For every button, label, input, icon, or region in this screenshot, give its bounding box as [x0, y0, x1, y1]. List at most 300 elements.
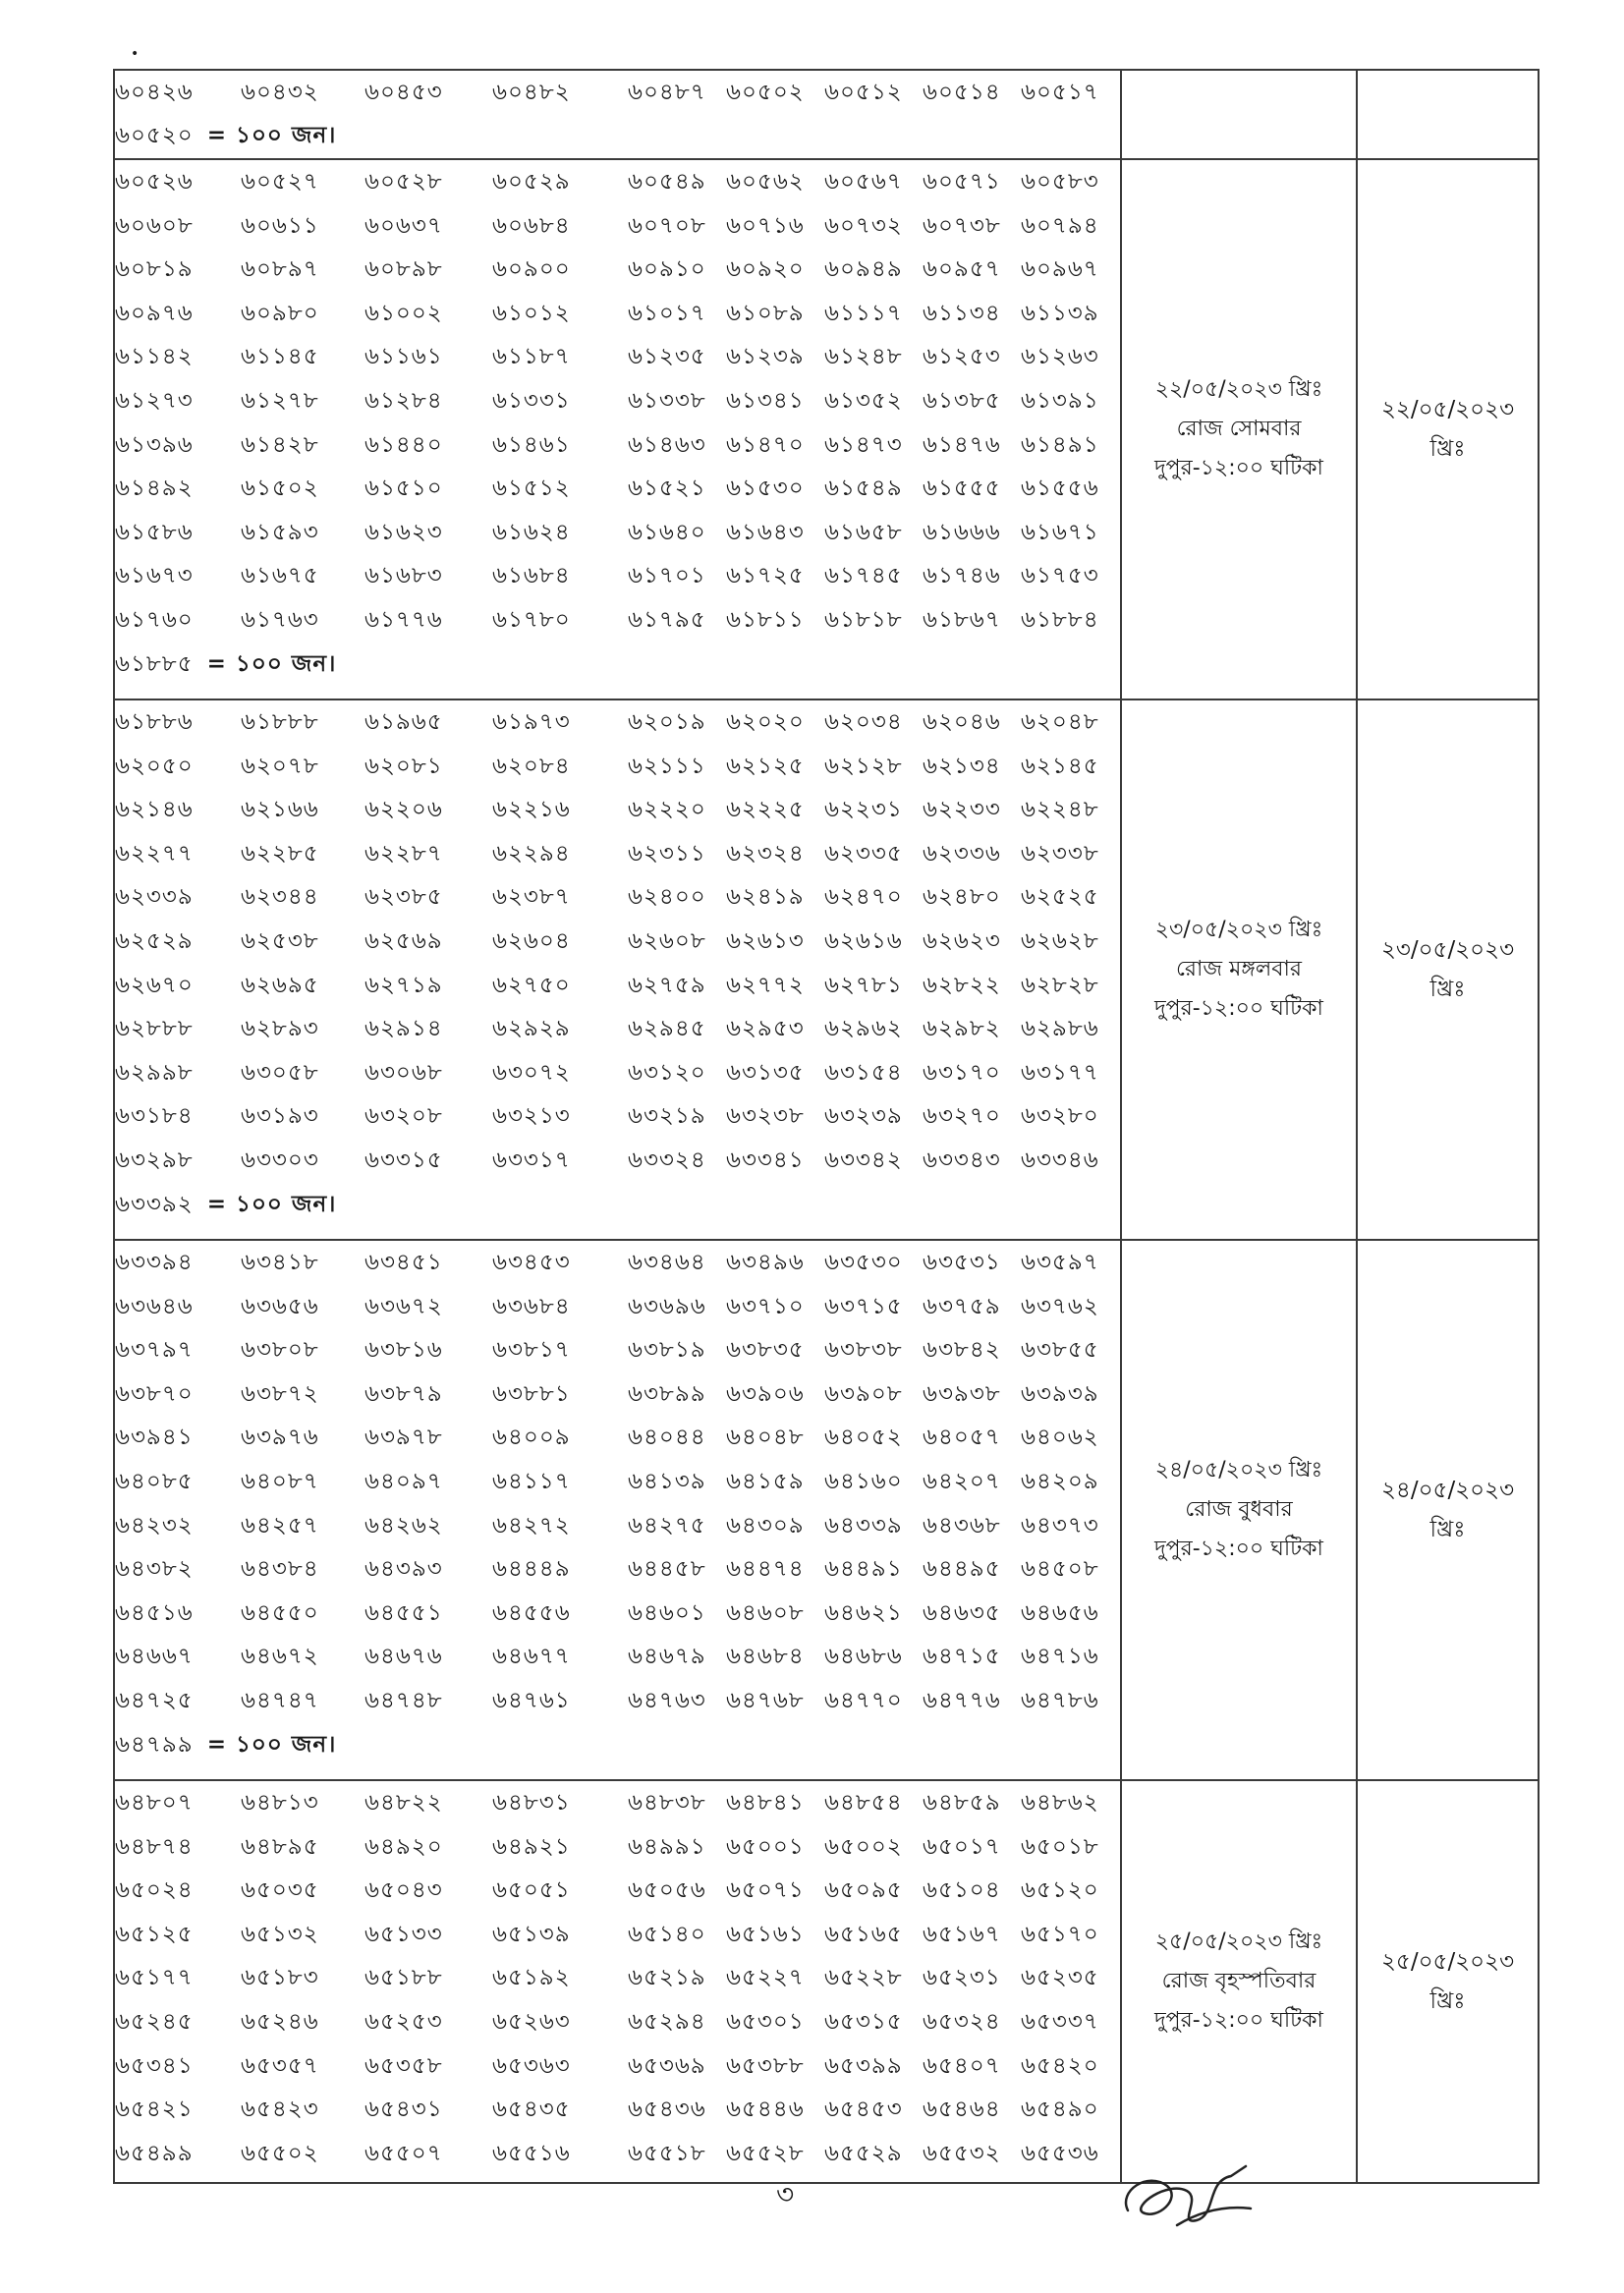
- page-number: ৩: [776, 2178, 795, 2210]
- date-cell: [1357, 699, 1539, 1240]
- roll-number: ৬৫৩৩৭: [1021, 2008, 1099, 2035]
- roll-number: ৬১২৭৮: [241, 387, 319, 414]
- roll-number: ৬৪৬০১: [628, 1599, 706, 1626]
- roll-number: ৬৫৪২১: [115, 2097, 194, 2123]
- roll-number: ৬০৯৮০: [241, 300, 319, 326]
- roll-number: ৬৪৮০৭: [115, 1789, 194, 1816]
- roll-row: [115, 1372, 1120, 1417]
- schedule-line: ২৪/০৫/২০২৩ খ্রিঃ: [1154, 1458, 1323, 1483]
- roll-number: ৬৫১৩৯: [492, 1921, 571, 1947]
- total-count: = ১০০ জন।: [206, 1731, 337, 1758]
- roll-number: ৬৪৭৭০: [824, 1687, 903, 1713]
- roll-number: ৬১৬৮৪: [492, 563, 571, 589]
- roll-number: ৬১৫৯৩: [241, 519, 319, 545]
- roll-number: ৬৪৩০৯: [726, 1512, 805, 1538]
- roll-number: ৬৫২৫৩: [364, 2008, 443, 2035]
- roll-number: ৬২৩৩৬: [923, 840, 1001, 867]
- roll-number: ৬৫৩৫৭: [241, 2052, 319, 2079]
- roll-row: [115, 1241, 1120, 1285]
- roll-number: ৬৫৫০৭: [364, 2140, 443, 2166]
- roll-number: ৬৩৭৯৭: [115, 1337, 194, 1364]
- roll-number: ৬২০৭৮: [241, 753, 319, 779]
- roll-row: [115, 745, 1120, 789]
- roll-number: ৬২১১১: [628, 753, 706, 779]
- roll-number: ৬২৪০০: [628, 884, 706, 911]
- roll-number: ৬৫১৮৮: [364, 1965, 443, 1991]
- roll-number: ৬৩৪৬৪: [628, 1249, 706, 1275]
- roll-number: ৬২৯৮৬: [1021, 1016, 1099, 1042]
- roll-number: ৬১৩৩৮: [628, 387, 706, 414]
- roll-number: ৬৩৮৪২: [923, 1337, 1001, 1364]
- roll-number: ৬৫০৫৬: [628, 1877, 706, 1904]
- roll-row: [115, 788, 1120, 832]
- roll-number: ৬২৩৮৫: [364, 884, 443, 911]
- roll-number: ৬১৫১০: [364, 475, 443, 502]
- roll-number: ৬৪৮২২: [364, 1789, 443, 1816]
- roll-number: ৬২৫৩৮: [241, 927, 319, 954]
- roll-number: ৬৩৬৫৬: [241, 1293, 319, 1319]
- schedule-line: রোজ বুধবার: [1185, 1497, 1293, 1523]
- roll-number: ৬৪১৬০: [824, 1468, 903, 1494]
- date-line: খ্রিঃ: [1429, 436, 1466, 463]
- roll-number: ৬৫২৪৫: [115, 2008, 194, 2035]
- exam-schedule-cell: [1121, 1240, 1357, 1780]
- roll-number: ৬৪৬০৮: [726, 1599, 805, 1626]
- roll-number: ৬৫২১৯: [628, 1965, 706, 1991]
- roll-number: ৬৩৯৩৯: [1021, 1380, 1099, 1407]
- roll-row: [115, 1139, 1120, 1183]
- roll-number: ৬২৫২৯: [115, 927, 194, 954]
- roll-number: ৬৫৪২০: [1021, 2052, 1099, 2079]
- roll-number: ৬৫৪০৭: [923, 2052, 1001, 2079]
- roll-number: ৬৪০৮৫: [115, 1468, 194, 1494]
- roll-number: ৬৪৬৭২: [241, 1644, 319, 1670]
- roll-number: ৬৩৬৮৪: [492, 1293, 571, 1319]
- roll-number: ৬৩৯৭৬: [241, 1425, 319, 1451]
- roll-number: ৬১২৩৯: [726, 344, 805, 370]
- date-line: খ্রিঃ: [1429, 1988, 1466, 2015]
- roll-number: ৬১৩৩১: [492, 387, 571, 414]
- roll-number: ৬৩২৮০: [1021, 1103, 1099, 1130]
- block-total-line: [115, 643, 1120, 687]
- roll-number: ৬৪৬২১: [824, 1599, 903, 1626]
- block-total-line: [115, 1723, 1120, 1767]
- roll-number: ৬৩৬৭২: [364, 1293, 443, 1319]
- date-line: খ্রিঃ: [1429, 977, 1466, 1003]
- roll-number: ৬৫৪৯৯: [115, 2140, 194, 2166]
- roll-number: ৬৩৪১৮: [241, 1249, 319, 1275]
- roll-number: ৬৩৮৩৫: [726, 1337, 805, 1364]
- roll-number: ৬৪৭১৬: [1021, 1644, 1099, 1670]
- roll-number: ৬১০০২: [364, 300, 443, 326]
- roll-number: ৬৫০২৪: [115, 1877, 194, 1904]
- roll-number: ৬১১৩৪: [923, 300, 1001, 326]
- roll-number: ৬৫৪৩৬: [628, 2097, 706, 2123]
- roll-number: ৬৪০৫৭: [923, 1425, 1001, 1451]
- roll-number: ৬০৭৩২: [824, 212, 903, 239]
- roll-number: ৬১২৫৩: [923, 344, 1001, 370]
- roll-row: [115, 2088, 1120, 2132]
- roll-number: ৬৪২৭৫: [628, 1512, 706, 1538]
- roll-number: ৬১৩৫২: [824, 387, 903, 414]
- roll-row: [115, 204, 1120, 249]
- roll-number: ৬৩৫৩০: [824, 1249, 903, 1275]
- roll-number: ৬৫৪৪৬: [726, 2097, 805, 2123]
- roll-number: ৬৪২৭২: [492, 1512, 571, 1538]
- roll-number: ৬৪০০৯: [492, 1425, 571, 1451]
- roll-number: ৬৪৬৭৬: [364, 1644, 443, 1670]
- roll-row: [115, 1781, 1120, 1825]
- roll-number: ৬৪৯২০: [364, 1833, 443, 1860]
- last-roll-number: ৬০৫২০: [115, 123, 194, 149]
- roll-number: ৬৪৩৮৪: [241, 1556, 319, 1583]
- roll-number: ৬২২৩১: [824, 797, 903, 823]
- roll-number: ৬১৪২৮: [241, 431, 319, 458]
- roll-number: ৬২৩৪৪: [241, 884, 319, 911]
- roll-number: ৬৪২৫৭: [241, 1512, 319, 1538]
- table-body: [114, 70, 1539, 2183]
- roll-number: ৬৩৩৪১: [726, 1146, 805, 1173]
- roll-number: ৬০৫২৮: [364, 168, 443, 195]
- roll-number: ৬৪৮৪১: [726, 1789, 805, 1816]
- roll-number: ৬২০৮৪: [492, 753, 571, 779]
- roll-number: ৬৩৪৫১: [364, 1249, 443, 1275]
- roll-number: ৬৪২৩২: [115, 1512, 194, 1538]
- exam-schedule-cell: [1121, 1780, 1357, 2183]
- roll-number: ৬২২৪৮: [1021, 797, 1099, 823]
- roll-number: ৬১০৮৯: [726, 300, 805, 326]
- roll-number: ৬৪২০৯: [1021, 1468, 1099, 1494]
- roll-number: ৬১২৪৮: [824, 344, 903, 370]
- roll-number: ৬৪২০৭: [923, 1468, 1001, 1494]
- roll-number: ৬০৬০৮: [115, 212, 194, 239]
- roll-number: ৬৪৬৩৫: [923, 1599, 1001, 1626]
- roll-number: ৬৪৫১৬: [115, 1599, 194, 1626]
- roll-number: ৬০৫৮৩: [1021, 168, 1099, 195]
- roll-number: ৬৪৪৯১: [824, 1556, 903, 1583]
- roll-row: [115, 1328, 1120, 1372]
- roll-number: ৬২২২০: [628, 797, 706, 823]
- roll-number: ৬১৬৭৩: [115, 563, 194, 589]
- schedule-line: রোজ সোমবার: [1176, 417, 1302, 442]
- roll-row: [115, 423, 1120, 468]
- roll-number: ৬৫৪২৩: [241, 2097, 319, 2123]
- roll-number: ৬৫২৩১: [923, 1965, 1001, 1991]
- roll-number: ৬৫০৩৫: [241, 1877, 319, 1904]
- schedule-line: দুপুর-১২:০০ ঘটিকা: [1154, 996, 1323, 1022]
- roll-number: ৬১৩৪১: [726, 387, 805, 414]
- roll-number: ৬৪৪৪৯: [492, 1556, 571, 1583]
- roll-number: ৬২৮৯৩: [241, 1016, 319, 1042]
- roll-number: ৬২২৮৫: [241, 840, 319, 867]
- roll-number: ৬৫৪৯০: [1021, 2097, 1099, 2123]
- roll-number: ৬১৪৯২: [115, 475, 194, 502]
- roll-number: ৬৩০৬৮: [364, 1059, 443, 1086]
- roll-number: ৬০৫২৭: [241, 168, 319, 195]
- roll-number: ৬৫৫২৮: [726, 2140, 805, 2166]
- roll-number: ৬৪১৩৯: [628, 1468, 706, 1494]
- roll-number: ৬০৯২০: [726, 256, 805, 283]
- roll-number: ৬০৭১৬: [726, 212, 805, 239]
- roll-number: ৬৫১৭৭: [115, 1965, 194, 1991]
- roll-number: ৬৩৯৩৮: [923, 1380, 1001, 1407]
- roll-number: ৬৪০৮৭: [241, 1468, 319, 1494]
- roll-number: ৬৪৮৩১: [492, 1789, 571, 1816]
- roll-row: [115, 1285, 1120, 1329]
- roll-number: ৬৪৩৭৩: [1021, 1512, 1099, 1538]
- roll-number: ৬২৯১৪: [364, 1016, 443, 1042]
- exam-schedule-cell: [1121, 699, 1357, 1240]
- roll-number: ৬১৫৩০: [726, 475, 805, 502]
- roll-number: ৬১২৭৩: [115, 387, 194, 414]
- roll-number: ৬৫২২৮: [824, 1965, 903, 1991]
- roll-numbers-cell: [114, 1240, 1121, 1780]
- roll-number: ৬২৮৮৮: [115, 1016, 194, 1042]
- roll-number: ৬০৭০৮: [628, 212, 706, 239]
- roll-number: ৬২৫৬৯: [364, 927, 443, 954]
- roll-number: ৬২৩২৪: [726, 840, 805, 867]
- roll-row: [115, 467, 1120, 511]
- date-block-row: [114, 699, 1539, 1240]
- date-cell: [1357, 159, 1539, 699]
- roll-number: ৬০৭৯৪: [1021, 212, 1099, 239]
- roll-row: [115, 292, 1120, 336]
- roll-number: ৬৪৮৭৪: [115, 1833, 194, 1860]
- roll-number: ৬৫১৭০: [1021, 1921, 1099, 1947]
- roll-number: ৬২৩৩৯: [115, 884, 194, 911]
- roll-number: ৬২২০৬: [364, 797, 443, 823]
- roll-numbers-cell: [114, 699, 1121, 1240]
- roll-number: ৬৩১৭৭: [1021, 1059, 1099, 1086]
- roll-number: ৬৩১৩৫: [726, 1059, 805, 1086]
- roll-number: ৬২০২০: [726, 708, 805, 735]
- roll-number: ৬৫০৭১: [726, 1877, 805, 1904]
- roll-number: ৬০৬৩৭: [364, 212, 443, 239]
- roll-number: ৬১৩৮৫: [923, 387, 1001, 414]
- roll-number: ৬২৩৩৫: [824, 840, 903, 867]
- roll-number: ৬০৬১১: [241, 212, 319, 239]
- roll-number: ৬১০১২: [492, 300, 571, 326]
- roll-number: ৬৩৯০৬: [726, 1380, 805, 1407]
- exam-schedule-cell: [1121, 70, 1357, 159]
- roll-number: ৬২৯৬২: [824, 1016, 903, 1042]
- roll-number: ৬০৪৮২: [492, 79, 571, 105]
- roll-number: ৬৩৩৪২: [824, 1146, 903, 1173]
- schedule-line: দুপুর-১২:০০ ঘটিকা: [1154, 2008, 1323, 2034]
- roll-number: ৬২২২৫: [726, 797, 805, 823]
- roll-row: [115, 248, 1120, 292]
- roll-number: ৬২৬০৪: [492, 927, 571, 954]
- roll-number: ৬০৬৮৪: [492, 212, 571, 239]
- roll-number: ৬১৫৮৬: [115, 519, 194, 545]
- roll-number: ৬৪৩৮২: [115, 1556, 194, 1583]
- roll-number: ৬৩৫৩১: [923, 1249, 1001, 1275]
- roll-number: ৬৩৭৫৯: [923, 1293, 1001, 1319]
- roll-number: ৬২০১৯: [628, 708, 706, 735]
- roll-number: ৬৫৪৩৫: [492, 2097, 571, 2123]
- roll-number: ৬৪০৪৪: [628, 1425, 706, 1451]
- roll-number: ৬০৪৮৭: [628, 79, 706, 105]
- roll-number: ৬২৭৮১: [824, 972, 903, 998]
- roll-number: ৬২৭৭২: [726, 972, 805, 998]
- roll-number: ৬১১৩৯: [1021, 300, 1099, 326]
- roll-number: ৬০৪৫৩: [364, 79, 443, 105]
- date-cell: [1357, 70, 1539, 159]
- roll-number: ৬১৭৬৩: [241, 606, 319, 633]
- roll-row: [115, 876, 1120, 921]
- roll-number: ৬১৬৪৩: [726, 519, 805, 545]
- roll-number: ৬১৪৯১: [1021, 431, 1099, 458]
- roll-number: ৬২৭৫০: [492, 972, 571, 998]
- roll-number: ৬১২৮৪: [364, 387, 443, 414]
- roll-number: ৬৩৬৯৬: [628, 1293, 706, 1319]
- roll-number: ৬০৫১৪: [923, 79, 1001, 105]
- roll-number: ৬২১২৫: [726, 753, 805, 779]
- roll-number: ৬২০৪৮: [1021, 708, 1099, 735]
- roll-number: ৬৪৪৭৪: [726, 1556, 805, 1583]
- roll-number: ৬৩৮৯৯: [628, 1380, 706, 1407]
- roll-number: ৬২৬১৬: [824, 927, 903, 954]
- roll-number: ৬১১৮৭: [492, 344, 571, 370]
- roll-number: ৬১৭৬০: [115, 606, 194, 633]
- roll-numbers-cell: [114, 159, 1121, 699]
- roll-number: ৬৪৯২১: [492, 1833, 571, 1860]
- roll-number: ৬১৬৪০: [628, 519, 706, 545]
- roll-number: ৬২২১৬: [492, 797, 571, 823]
- roll-number: ৬৪৭১৫: [923, 1644, 1001, 1670]
- roll-number: ৬৫১৪০: [628, 1921, 706, 1947]
- roll-number: ৬৪০৯৭: [364, 1468, 443, 1494]
- roll-number: ৬২৮২২: [923, 972, 1001, 998]
- roll-number: ৬৩৫৯৭: [1021, 1249, 1099, 1275]
- roll-number: ৬৩৩৪৬: [1021, 1146, 1099, 1173]
- roll-number: ৬৩৮৩৮: [824, 1337, 903, 1364]
- last-roll-number: ৬৪৭৯৯: [115, 1731, 194, 1758]
- roll-number: ৬৪৭৬৩: [628, 1687, 706, 1713]
- roll-number: ৬২১৩৪: [923, 753, 1001, 779]
- roll-number: ৬৫০১৭: [923, 1833, 1001, 1860]
- roll-number: ৬০৯৪৯: [824, 256, 903, 283]
- roll-number: ৬০৯৬৭: [1021, 256, 1099, 283]
- date-line: ২২/০৫/২০২৩: [1380, 397, 1515, 423]
- roll-number: ৬৫৫২৯: [824, 2140, 903, 2166]
- roll-number: ৬১৭৯৫: [628, 606, 706, 633]
- roll-number: ৬৩৮১৯: [628, 1337, 706, 1364]
- roll-number: ৬০৭৩৮: [923, 212, 1001, 239]
- schedule-line: ২৩/০৫/২০২৩ খ্রিঃ: [1154, 918, 1323, 943]
- roll-number: ৬১৪৭৬: [923, 431, 1001, 458]
- roll-number: ৬০৫৬২: [726, 168, 805, 195]
- roll-number: ৬৫০৯৫: [824, 1877, 903, 1904]
- roll-row: [115, 160, 1120, 204]
- roll-number: ৬২১৪৫: [1021, 753, 1099, 779]
- roll-number: ৬৩৮৫৫: [1021, 1337, 1099, 1364]
- roll-number: ৬৩৬৪৬: [115, 1293, 194, 1319]
- exam-schedule-cell: [1121, 159, 1357, 699]
- roll-number: ৬৪৫৫৬: [492, 1599, 571, 1626]
- date-block-row: [114, 1780, 1539, 2183]
- roll-number: ৬৫৪৬৪: [923, 2097, 1001, 2123]
- schedule-line: দুপুর-১২:০০ ঘটিকা: [1154, 456, 1323, 481]
- roll-row: [115, 700, 1120, 745]
- roll-number: ৬৫১০৪: [923, 1877, 1001, 1904]
- block-total-line: [115, 115, 1120, 159]
- roll-number: ৬৫৫৩২: [923, 2140, 1001, 2166]
- roll-number: ৬৩৯৭৮: [364, 1425, 443, 1451]
- roll-number: ৬৪৬৭৭: [492, 1644, 571, 1670]
- roll-number: ৬৩১৫৪: [824, 1059, 903, 1086]
- roll-number: ৬০৫০২: [726, 79, 805, 105]
- roll-number: ৬৪৭৪৭: [241, 1687, 319, 1713]
- roll-row: [115, 1007, 1120, 1051]
- roll-number: ৬৩৭৬২: [1021, 1293, 1099, 1319]
- roll-number: ৬০৫৪৯: [628, 168, 706, 195]
- roll-number: ৬১৭৪৫: [824, 563, 903, 589]
- roll-row: [115, 964, 1120, 1008]
- roll-number: ৬১৮৬৭: [923, 606, 1001, 633]
- roll-row: [115, 1825, 1120, 1870]
- roll-number: ৬৫৩১৫: [824, 2008, 903, 2035]
- roll-number: ৬৫৫১৮: [628, 2140, 706, 2166]
- roll-number: ৬২৭৫৯: [628, 972, 706, 998]
- roll-number: ৬০৫১৭: [1021, 79, 1099, 105]
- schedule-line: ২৫/০৫/২০২৩ খ্রিঃ: [1154, 1929, 1323, 1955]
- roll-number: ৬২৯৪৫: [628, 1016, 706, 1042]
- roll-number: ৬১৭০১: [628, 563, 706, 589]
- roll-row: [115, 1636, 1120, 1680]
- roll-number: ৬৫৫৩৬: [1021, 2140, 1099, 2166]
- total-count: = ১০০ জন।: [206, 650, 337, 677]
- total-count: = ১০০ জন।: [206, 1191, 337, 1217]
- roll-row: [115, 1869, 1120, 1913]
- roll-number: ৬৪৮৯৫: [241, 1833, 319, 1860]
- roll-number: ৬৪৮১৩: [241, 1789, 319, 1816]
- schedule-line: ২২/০৫/২০২৩ খ্রিঃ: [1154, 377, 1323, 403]
- roll-number: ৬৩৮৭০: [115, 1380, 194, 1407]
- roll-number: ৬৪৭৪৮: [364, 1687, 443, 1713]
- date-line: খ্রিঃ: [1429, 1517, 1466, 1543]
- roll-row: [115, 1547, 1120, 1592]
- roll-number: ৬৩১৭০: [923, 1059, 1001, 1086]
- roll-number: ৬০৫৬৭: [824, 168, 903, 195]
- roll-number: ৬১৫৫৫: [923, 475, 1001, 502]
- roll-number: ৬১৬৮৩: [364, 563, 443, 589]
- roll-number: ৬১৬২৪: [492, 519, 571, 545]
- roll-number: ৬১৮১১: [726, 606, 805, 633]
- roll-row: [115, 71, 1120, 115]
- roll-number: ৬৫১৬১: [726, 1921, 805, 1947]
- roll-number: ৬২০৫০: [115, 753, 194, 779]
- date-block-row: [114, 1240, 1539, 1780]
- roll-number: ৬৪৭৬৮: [726, 1687, 805, 1713]
- roll-number: ৬৪৩৯৩: [364, 1556, 443, 1583]
- roll-number: ৬১৬৬৬: [923, 519, 1001, 545]
- roll-number: ৬১৪৭৩: [824, 431, 903, 458]
- roll-row: [115, 598, 1120, 643]
- roll-row: [115, 920, 1120, 964]
- roll-number: ৬৫৩৬৯: [628, 2052, 706, 2079]
- roll-number: ৬৪৬৮৬: [824, 1644, 903, 1670]
- roll-number: ৬১১৪২: [115, 344, 194, 370]
- roll-number: ৬১২৬৩: [1021, 344, 1099, 370]
- roll-number: ৬২২৭৭: [115, 840, 194, 867]
- roll-number: ৬৩২৭০: [923, 1103, 1001, 1130]
- roll-number: ৬৪৫৫০: [241, 1599, 319, 1626]
- roll-number: ৬২৬২৮: [1021, 927, 1099, 954]
- roll-number: ৬৩২৩৯: [824, 1103, 903, 1130]
- date-line: ২৪/০৫/২০২৩: [1380, 1478, 1515, 1504]
- roll-number: ৬১৫২১: [628, 475, 706, 502]
